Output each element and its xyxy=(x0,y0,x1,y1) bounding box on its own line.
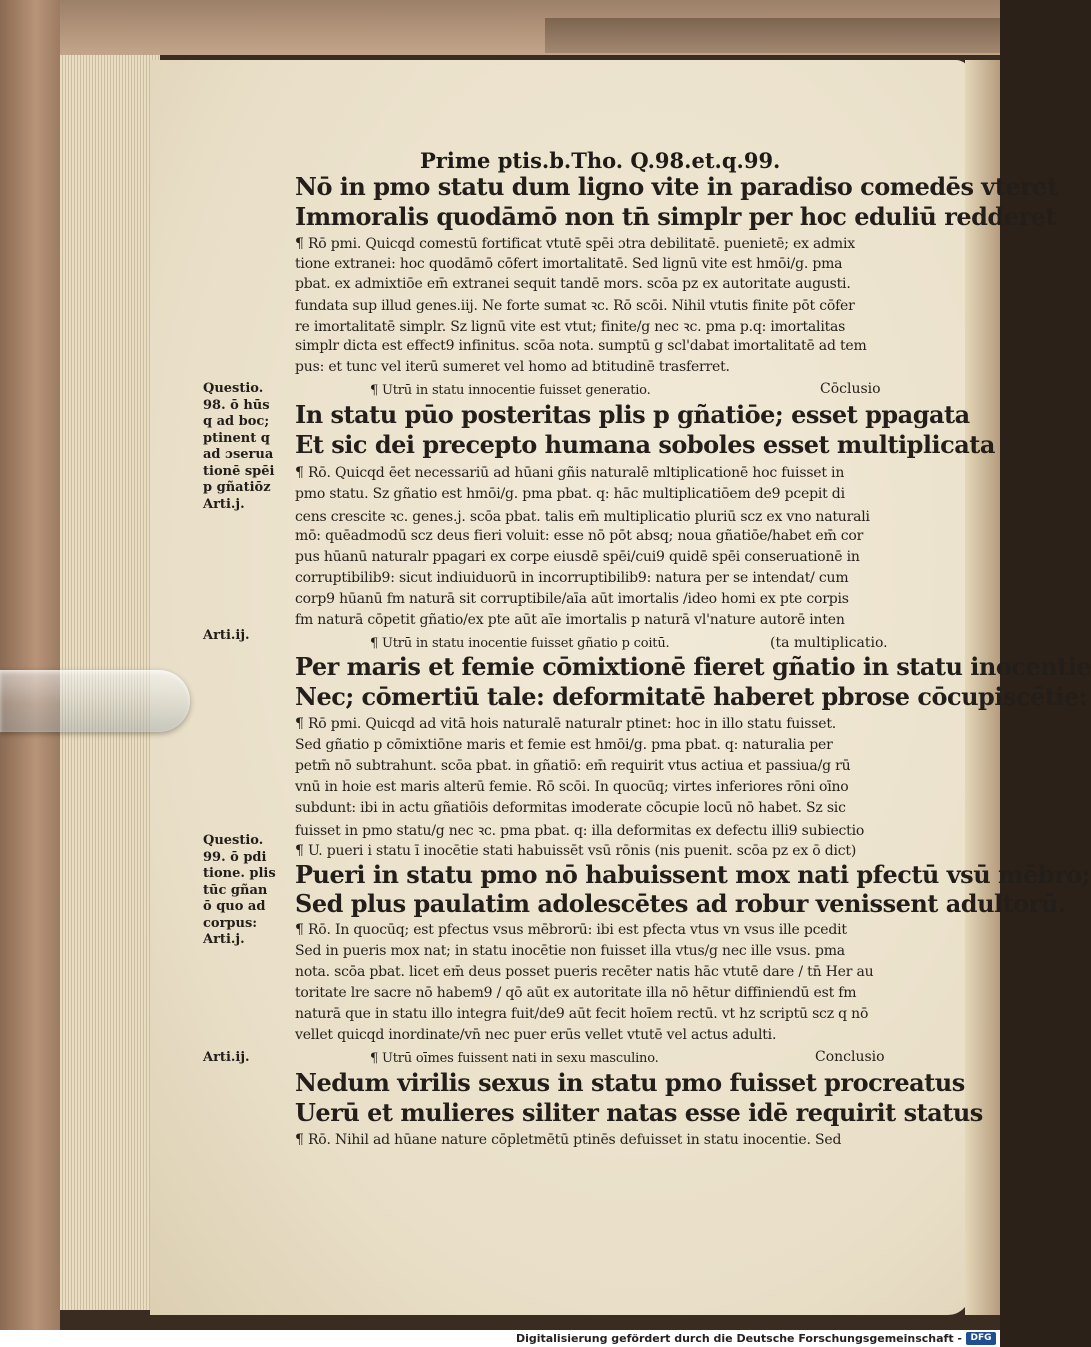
running-header: Prime ptis.b.Tho. Q.98.et.q.99. xyxy=(420,148,781,173)
text-line: subdunt: ibi in actu gñatiōis deformitas imoderate cōcupie locū nō habet. Sz sic xyxy=(295,800,846,816)
text-line: fuisset in pmo statu/g nec ꝛc. pma pbat. q: illa deformitas ex defectu illi9 subiectio xyxy=(295,823,865,839)
conclusion-line: Nec; cōmertiū tale: deformitatē haberet pbrose cōcupiscētie: xyxy=(295,682,1088,711)
text-line: re imortalitatē simplr. Sz lignū vite est vtut; finite/g nec ꝛc. pma p.q: imortalitas xyxy=(295,319,846,335)
text-line: naturā que in statu illo integra fuit/de9 aūt fecit hoīem rectū. vt hz scriptū scz q nō xyxy=(295,1006,869,1022)
margin-line: ō quo ad xyxy=(203,899,266,914)
text-line: Sed gñatio p cōmixtiōne maris et femie est hmōi/g. pma pbat. q: naturalia per xyxy=(295,737,833,753)
text-line: fundata sup illud genes.iij. Ne forte sumat ꝛc. Rō scōi. Nihil vtutis finite pōt cōfer xyxy=(295,298,855,314)
margin-line: 99. ō pdi xyxy=(203,849,267,865)
margin-note-articulus-2b xyxy=(203,1050,293,1067)
margin-line: ad ɔserua xyxy=(203,447,274,462)
text-line: vellet quicqd inordinate/vn̄ nec puer erūs vellet vtutē vel actus adulti. xyxy=(295,1027,777,1043)
text-line: petm̄ nō subtrahunt. scōa pbat. in gñatiō: em̄ requirit vtus actiua et passiua/g rū xyxy=(295,758,851,774)
question-title: ¶ Utrū oīmes fuissent nati in sexu masculino. xyxy=(370,1051,659,1066)
text-line: Immoralis quodāmō non tn̄ simplr per hoc eduliū redderet xyxy=(295,202,1056,231)
text-line: ¶ Rō pmi. Quicqd comestū fortificat vtutē spēi ɔtra debilitatē. puenietē; ex admix xyxy=(295,236,855,252)
conclusion-line: Pueri in statu pmo nō habuissent mox nati pfectū vsū mēbro; xyxy=(295,860,1090,889)
credit-bar xyxy=(0,1330,1000,1347)
conclusio-label: Conclusio xyxy=(815,1049,885,1065)
margin-line: ptinent q xyxy=(203,430,270,446)
text-line: ¶ U. pueri i statu ī inocētie stati habuissēt vsū rōnis (nis puenit. scōa pz ex ō dict) xyxy=(295,843,857,859)
text-line: corruptibilib9: sicut indiuiduorū in incorruptibilib9: natura per se intendat/ cum xyxy=(295,570,849,586)
margin-line: corpus: xyxy=(203,915,258,931)
book-cover-left xyxy=(0,0,60,1330)
question-title: ¶ Utrū in statu innocentie fuisset generatio. xyxy=(370,383,651,398)
margin-line: Questio. xyxy=(203,381,264,396)
text-line: cens crescite ꝛc. genes.j. scōa pbat. talis em̄ multiplicatio pluriū scz ex vno naturali xyxy=(295,509,870,525)
text-line: simplr dicta est effect9 infinitus. scōa nota. sumptū g scl'dabat imortalitatē ad tem xyxy=(295,338,867,354)
margin-line: Arti.ij. xyxy=(203,1050,250,1065)
dfg-logo: DFG xyxy=(966,1332,996,1345)
book-spine-strip xyxy=(545,18,1000,53)
text-line: pbat. ex admixtiōe em̄ extranei sequit tandē mors. scōa pz ex autoritate augusti. xyxy=(295,276,851,292)
conclusion-line: Sed plus paulatim adolescētes ad robur venissent adultorū. xyxy=(295,889,1066,918)
text-line: ¶ Rō. Quicqd ēet necessariū ad hūani gñis naturalē mltiplicationē hoc fuisset in xyxy=(295,465,845,481)
margin-line: tūc gñan xyxy=(203,882,268,898)
margin-line: tionē spēi xyxy=(203,463,275,479)
conclusion-line: Per maris et femie cōmixtionē fieret gñatio in statu inocentie xyxy=(295,652,1091,681)
text-line: fm naturā cōpetit gñatio/ex pte aūt aīe imortalis p naturā vl'nature autorē inten xyxy=(295,612,845,628)
conclusion-line: Nedum virilis sexus in statu pmo fuisset procreatus xyxy=(295,1068,965,1097)
text-line: mō: quēadmodū scz deus fieri voluit: esse nō pōt absq; noua gñatiōe/habet em̄ cor xyxy=(295,528,864,544)
margin-line: p gñatiōz xyxy=(203,480,271,495)
conclusion-line: Uerū et mulieres siliter natas esse idē requirit status xyxy=(295,1098,983,1127)
text-line: ¶ Rō. Nihil ad hūane nature cōpletmētū ptinēs defuisset in statu inocentie. Sed xyxy=(295,1132,842,1148)
text-line: pus: et tunc vel iterū sumeret vel homo ad btitudinē trasferret. xyxy=(295,359,730,375)
funding-credit: Digitalisierung gefördert durch die Deutsche Forschungsgemeinschaft - xyxy=(515,1332,962,1345)
margin-line: Arti.j. xyxy=(203,932,245,947)
glass-page-weight xyxy=(0,670,190,732)
margin-line: q ad boc; xyxy=(203,414,270,429)
text-line: pmo statu. Sz gñatio est hmōi/g. pma pbat. q: hāc multiplicatiōem de9 pcepit di xyxy=(295,486,845,502)
margin-note-question-98 xyxy=(203,381,293,513)
text-line: corp9 hūanū fm naturā sit corruptibile/aīa aūt imortalis /ideo homi ex pte corpis xyxy=(295,591,849,607)
text-line: ¶ Rō. In quocūq; est pfectus vsus mēbrorū: ibi est pfecta vtus vn vsus ille pcedit xyxy=(295,922,847,938)
text-line: ¶ Rō pmi. Quicqd ad vitā hois naturalē naturalr ptinet: hoc in illo statu fuisset. xyxy=(295,716,837,732)
text-line: tione extranei: hoc quodāmō cōfert imortalitatē. Sed lignū vite est hmōi/g. pma xyxy=(295,256,843,272)
margin-note-articulus-2 xyxy=(203,628,293,645)
margin-line: 98. ō hūs xyxy=(203,397,270,413)
conclusio-label: Cōclusio xyxy=(820,381,881,397)
margin-line: Questio. xyxy=(203,833,264,848)
text-line: pus hūanū naturalr ppagari ex corpe eiusdē spēi/cui9 quidē spēi conseruationē in xyxy=(295,549,860,565)
margin-line: Arti.j. xyxy=(203,496,245,512)
text-line: Sed in pueris mox nat; in statu inocētie non fuisset illa vtus/g nec ille vsus. pma xyxy=(295,943,845,959)
text-line: Nō in pmo statu dum ligno vite in paradiso comedēs vteret xyxy=(295,172,1058,201)
text-line: vnū in hoie est maris alterū femie. Rō scōi. In quocūq; virtes inferiores rōni oīno xyxy=(295,779,849,795)
text-line: nota. scōa pbat. licet em̄ deus posset pueris recēter natis hāc vtutē dare / tn̄ Her au xyxy=(295,964,874,980)
conclusio-label: (ta multiplicatio. xyxy=(770,635,888,651)
margin-line: Arti.ij. xyxy=(203,628,250,643)
margin-note-question-99 xyxy=(203,833,293,949)
question-title: ¶ Utrū in statu inocentie fuisset gñatio p coitū. xyxy=(370,636,670,651)
text-line: toritate lre sacre nō habem9 / qō aūt ex autoritate illa nō hētur diffiniendū est fm xyxy=(295,985,857,1001)
conclusion-line: Et sic dei precepto humana soboles esset multiplicata xyxy=(295,430,995,459)
conclusion-line: In statu pūo posteritas plis p gñatiōe; esset ppagata xyxy=(295,400,970,429)
margin-line: tione. plis xyxy=(203,866,276,881)
